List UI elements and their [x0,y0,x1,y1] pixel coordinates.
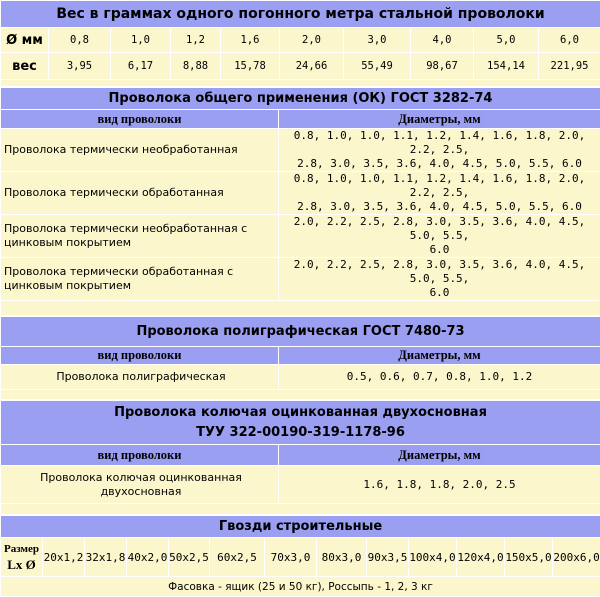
wire-type-cell: Проволока полиграфическая [1,365,279,390]
general-wire-title: Проволока общего применения (ОК) ГОСТ 3282-74 [1,88,600,110]
wire-type-line: цинковым покрытием [4,279,278,293]
col-wire-type: вид проволоки [1,110,279,129]
nail-size-cell: 50x2,5 [169,538,210,577]
diameter-cell: 3,0 [344,28,411,53]
col-diameters: Диаметры, мм [279,347,600,365]
col-diameters: Диаметры, мм [279,110,600,129]
nail-size-cell: 40x2,0 [127,538,169,577]
nail-size-label-line: Размер [1,541,42,557]
diameters-line: 0.8, 1.0, 1.0, 1.1, 1.2, 1.4, 1.6, 1.8, 2.0, 2.2, 2.5, [279,172,600,200]
weight-title: Вес в граммах одного погонного метра стальной проволоки [1,1,600,28]
weight-cell: 55,49 [344,53,411,80]
diameters-line: 6.0 [279,243,600,257]
diameters-line: 2.8, 3.0, 3.5, 3.6, 4.0, 4.5, 5.0, 5.5, 6.0 [279,200,600,214]
polygraphic-title: Проволока полиграфическая ГОСТ 7480-73 [1,317,600,347]
wire-type-line: двухосновная [4,485,278,499]
diameters-line: 2.0, 2.2, 2.5, 2.8, 3.0, 3.5, 3.6, 4.0, 4.5, 5.0, 5.5, [279,258,600,286]
nail-size-cell: 120x4,0 [457,538,505,577]
diameters-line: 2.8, 3.0, 3.5, 3.6, 4.0, 4.5, 5.0, 5.5, 6.0 [279,157,600,171]
nails-title: Гвозди строительные [1,516,600,538]
diameters-cell [279,215,600,258]
barbed-wire-standard: ТУУ 322-00190-319-1178-96 [1,423,600,443]
wire-type-cell [1,466,279,504]
weight-label: вес [1,53,49,80]
diameters-cell [279,129,600,172]
nail-size-label-unit: Lx Ø [1,557,42,573]
diameters-line: 0.8, 1.0, 1.0, 1.1, 1.2, 1.4, 1.6, 1.8, 2.0, 2.2, 2.5, [279,129,600,157]
nail-size-cell: 70x3,0 [265,538,317,577]
diameter-cell: 5,0 [474,28,539,53]
diameter-cell: 4,0 [411,28,474,53]
nail-size-cell: 20x1,2 [43,538,85,577]
weight-cell: 221,95 [539,53,600,80]
wire-type-cell: Проволока термически необработанная [1,129,279,172]
weight-cell: 98,67 [411,53,474,80]
wire-type-line: Проволока колючая оцинкованная [4,471,278,485]
wire-type-line: цинковым покрытием [4,236,278,250]
polygraphic-wire-table [0,316,600,400]
weight-table [0,0,600,87]
weight-cell: 3,95 [49,53,111,80]
packaging-note: Фасовка - ящик (25 и 50 кг), Россыпь - 1, 2, 3 кг [1,577,600,597]
wire-type-line: Проволока термически обработанная с [4,265,278,279]
nail-size-cell: 200x6,0 [553,538,600,577]
barbed-wire-title-line: Проволока колючая оцинкованная двухосновная [1,403,600,423]
nail-size-cell: 100x4,0 [409,538,457,577]
nail-size-cell: 80x3,0 [317,538,367,577]
general-wire-table [0,87,600,316]
weight-cell: 8,88 [171,53,221,80]
diameter-cell: 1,6 [221,28,280,53]
diameters-cell: 0.5, 0.6, 0.7, 0.8, 1.0, 1.2 [279,365,600,390]
nail-size-cell: 90x3,5 [367,538,409,577]
diameters-cell [279,172,600,215]
diameter-cell: 6,0 [539,28,600,53]
diameter-cell: 1,0 [111,28,171,53]
barbed-wire-table [0,400,600,515]
diameter-label: Ø мм [1,28,49,53]
nails-table [0,515,600,597]
nail-size-cell: 150x5,0 [505,538,553,577]
diameter-cell: 2,0 [280,28,344,53]
nail-size-label [1,538,43,577]
diameters-cell: 1.6, 1.8, 1.8, 2.0, 2.5 [279,466,600,504]
col-wire-type: вид проволоки [1,445,279,466]
diameter-cell: 1,2 [171,28,221,53]
weight-cell: 24,66 [280,53,344,80]
col-wire-type: вид проволоки [1,347,279,365]
col-diameters: Диаметры, мм [279,445,600,466]
wire-type-line: Проволока термически необработанная с [4,222,278,236]
weight-cell: 6,17 [111,53,171,80]
diameters-cell [279,258,600,301]
wire-type-cell [1,215,279,258]
diameter-cell: 0,8 [49,28,111,53]
barbed-wire-title [1,401,600,445]
diameters-line: 6.0 [279,286,600,300]
weight-cell: 15,78 [221,53,280,80]
wire-type-cell [1,258,279,301]
nail-size-cell: 60x2,5 [210,538,265,577]
nail-size-cell: 32x1,8 [85,538,127,577]
diameters-line: 2.0, 2.2, 2.5, 2.8, 3.0, 3.5, 3.6, 4.0, 4.5, 5.0, 5.5, [279,215,600,243]
wire-type-cell: Проволока термически обработанная [1,172,279,215]
weight-cell: 154,14 [474,53,539,80]
